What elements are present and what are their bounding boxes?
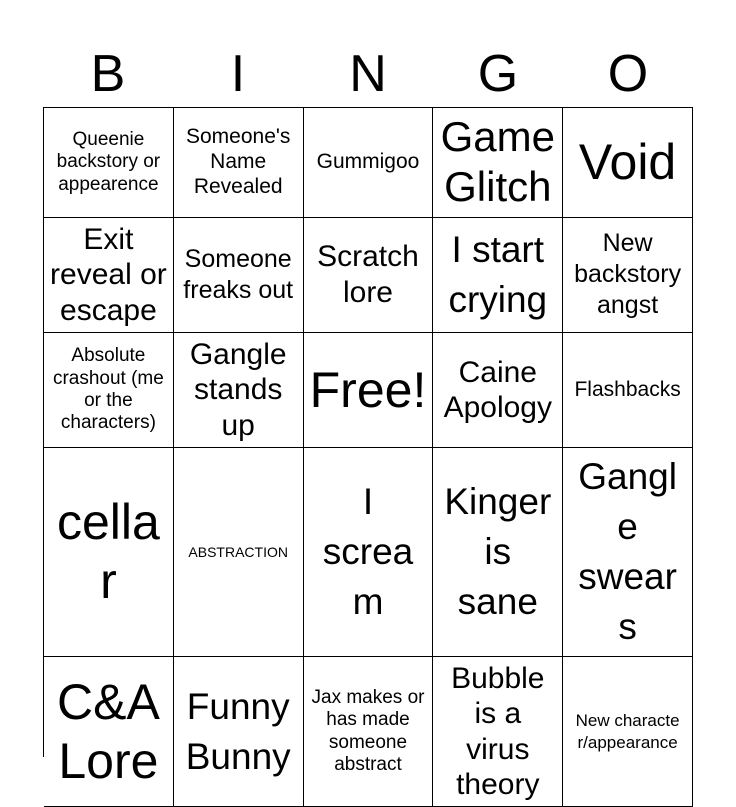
bingo-cell[interactable]: Game Glitch: [433, 108, 563, 218]
bingo-cell[interactable]: Caine Apology: [433, 333, 563, 448]
bingo-cell[interactable]: Void: [563, 108, 693, 218]
bingo-cell[interactable]: Exit reveal or escape: [44, 218, 174, 333]
header-letter-o: O: [607, 45, 649, 103]
bingo-cell[interactable]: C&A Lore: [44, 657, 174, 807]
bingo-cell[interactable]: Flashbacks: [563, 333, 693, 448]
bingo-cell[interactable]: Bubble is a virus theory: [433, 657, 563, 807]
bingo-header: [43, 40, 693, 108]
header-letter-g: G: [477, 45, 519, 103]
bingo-cell[interactable]: I start crying: [433, 218, 563, 333]
bingo-cell[interactable]: Gangle stands up: [174, 333, 304, 448]
bingo-cell[interactable]: I scream: [304, 448, 434, 657]
bingo-grid: [43, 107, 693, 802]
bingo-cell[interactable]: Funny Bunny: [174, 657, 304, 807]
bingo-cell[interactable]: cellar: [44, 448, 174, 657]
header-letter-b: B: [90, 45, 126, 103]
bingo-cell[interactable]: Gangle swears: [563, 448, 693, 657]
free-space[interactable]: Free!: [304, 333, 434, 448]
bingo-cell[interactable]: ABSTRACTION: [174, 448, 304, 657]
bingo-cell[interactable]: Queenie backstory or appearence: [44, 108, 174, 218]
bingo-cell[interactable]: Absolute crashout (me or the characters): [44, 333, 174, 448]
bingo-cell[interactable]: Gummigoo: [304, 108, 434, 218]
header-letter-i: I: [230, 45, 246, 103]
bingo-cell[interactable]: Someone freaks out: [174, 218, 304, 333]
bingo-cell[interactable]: New characte r/appearance: [563, 657, 693, 807]
bingo-cell[interactable]: Scratch lore: [304, 218, 434, 333]
bingo-cell[interactable]: Someone's Name Revealed: [174, 108, 304, 218]
bingo-cell[interactable]: Kinger is sane: [433, 448, 563, 657]
bingo-cell[interactable]: Jax makes or has made someone abstract: [304, 657, 434, 807]
header-letter-n: N: [349, 45, 387, 103]
bingo-cell[interactable]: New backstory angst: [563, 218, 693, 333]
